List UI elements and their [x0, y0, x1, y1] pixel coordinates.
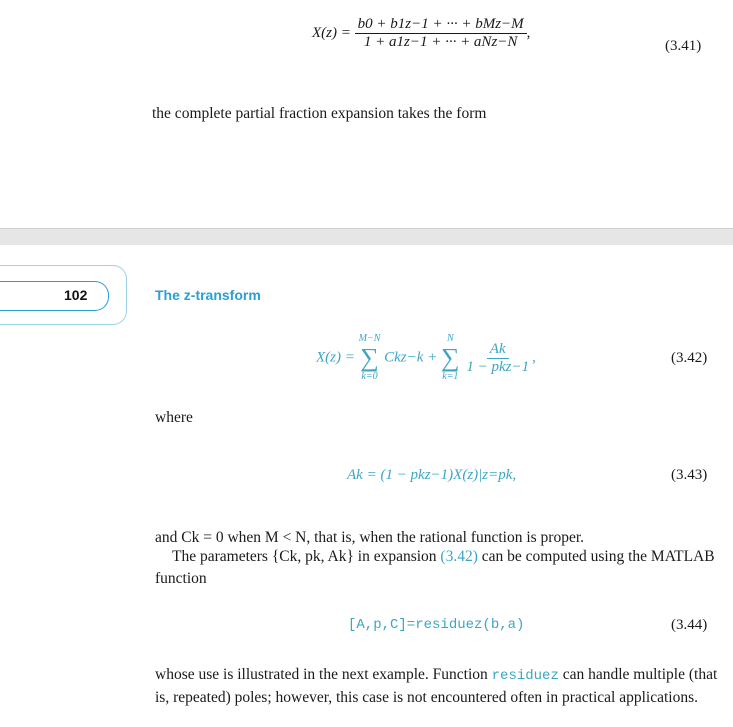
paragraph-2	[155, 546, 715, 590]
eq342-numerator: Ak	[487, 342, 509, 359]
para2-text-a: The parameters {Ck, pk, Ak} in expansion	[172, 548, 441, 565]
eq341-number: (3.41)	[665, 38, 702, 54]
sigma-icon: ∑	[441, 343, 460, 372]
paragraph-3-line-2: is, repeated) poles; however, this case is not encountered often in practical applications.	[155, 689, 698, 706]
para3-text-b: can handle multiple (that	[558, 666, 718, 683]
eq341-numerator: b0 + b1z−1 + ··· + bMz−M	[355, 17, 527, 34]
eq342-sum2	[441, 333, 460, 383]
eq342-sum1-lower: k=0	[361, 371, 378, 382]
eq342-lhs: X(z) =	[316, 349, 355, 366]
paragraph-2-line-2: function	[155, 570, 207, 587]
eq341-trail: ,	[526, 25, 531, 41]
para3-text-a: whose use is illustrated in the next example. Function	[155, 666, 492, 683]
equation-3-42	[316, 333, 536, 383]
eq342-sum2-upper: N	[446, 333, 454, 344]
page-divider	[0, 228, 733, 246]
para2-text-b: can be computed using the MATLAB	[477, 548, 715, 565]
eq342-denominator: 1 − pkz−1	[466, 358, 530, 375]
paragraph-1: and Ck = 0 when M < N, that is, when the rational function is proper.	[155, 529, 585, 546]
eq344-number: (3.44)	[671, 617, 708, 633]
equation-3-43: Ak = (1 − pkz−1)X(z)|z=pk,	[347, 467, 517, 483]
eq342-sum1	[359, 333, 381, 383]
eq342-sum1-upper: M−N	[358, 333, 381, 344]
equation-3-41	[312, 17, 530, 50]
eq342-term1: Ckz−k +	[384, 349, 438, 366]
eq342-number: (3.42)	[671, 350, 708, 366]
intro-sentence: the complete partial fraction expansion takes the form	[152, 105, 487, 122]
eq342-sum2-lower: k=1	[442, 371, 459, 382]
residuez-code: residuez	[491, 668, 559, 684]
where-label: where	[155, 409, 193, 426]
eq343-number: (3.43)	[671, 467, 708, 483]
paragraph-3-line-1	[155, 664, 720, 687]
page-2	[0, 245, 733, 727]
page-number-badge	[0, 281, 109, 311]
page-number: 102	[64, 287, 88, 303]
eq341-lhs: X(z) =	[312, 25, 351, 41]
sigma-icon: ∑	[360, 343, 379, 372]
eq341-fraction	[355, 17, 527, 50]
eq342-fraction	[463, 342, 532, 375]
equation-3-44-code: [A,p,C]=residuez(b,a)	[348, 617, 525, 633]
running-head: The z-transform	[155, 287, 261, 303]
paragraph-2-line-1	[155, 546, 715, 568]
paragraph-3	[155, 664, 720, 709]
eq341-denominator: 1 + a1z−1 + ··· + aNz−N	[363, 34, 518, 50]
page-1	[0, 0, 733, 228]
eq342-trail: ,	[532, 349, 536, 366]
eq-reference-3-42[interactable]: (3.42)	[440, 548, 478, 565]
